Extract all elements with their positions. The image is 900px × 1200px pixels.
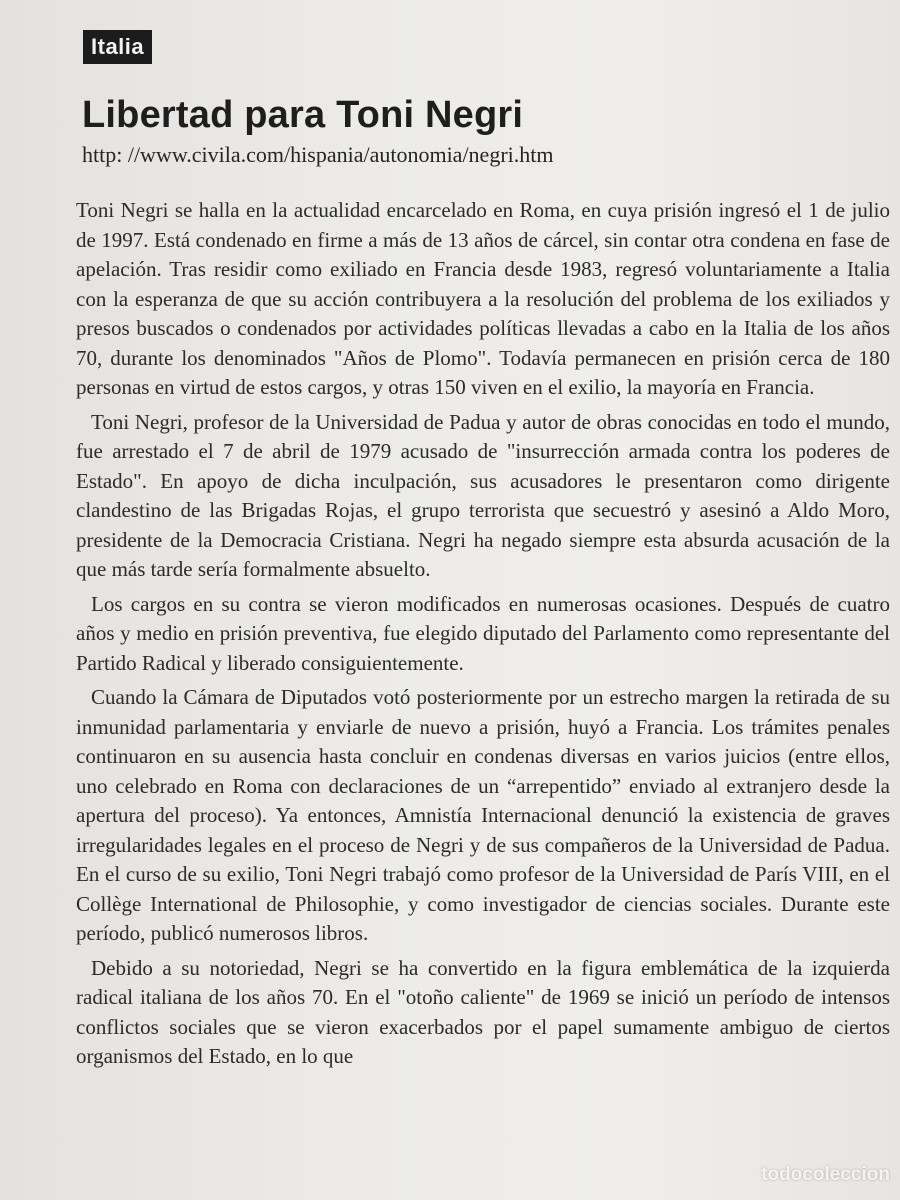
paragraph-3: Los cargos en su contra se vieron modificados en numerosas ocasiones. Después de cuatro años y medio en prisión preventiva, fue elegido diputado del Parlamento como representante del Partido Radical y liberado consiguientemente. (76, 591, 890, 675)
article-title: Libertad para Toni Negri (82, 94, 524, 136)
source-url: http: //www.civila.com/hispania/autonomia/negri.htm (82, 142, 554, 167)
watermark: todocoleccion (761, 1164, 890, 1185)
paragraph-2: Toni Negri, profesor de la Universidad de Padua y autor de obras conocidas en todo el mundo, fue arrestado el 7 de abril de 1979 acusado de "insurrección armada contra los poderes de Estado". En apoyo de dicha inculpación, sus acusadores le presentaron como dirigente clandestino de las Brigadas Rojas, el grupo terrorista que secuestró y asesinó a Aldo Moro, presidente de la Democracia Cristiana. Negri ha negado siempre esta absurda acusación de la que más tarde sería formalmente absuelto. (76, 409, 890, 581)
section-tag: Italia (83, 30, 152, 64)
paragraph-5: Debido a su notoriedad, Negri se ha convertido en la figura emblemática de la izquierda radical italiana de los años 70. En el "otoño caliente" de 1969 se inició un período de intensos conflictos sociales que se vieron exacerbados por el papel sumamente ambiguo de ciertos organismos del Estado, en lo que (76, 955, 890, 1068)
paragraph-4: Cuando la Cámara de Diputados votó posteriormente por un estrecho margen la retirada de su inmunidad parlamentaria y enviarle de nuevo a prisión, huyó a Francia. Los trámites penales continuaron en su ausencia hasta concluir en condenas diversas en varios juicios (entre ellos, uno celebrado en Roma con declaraciones de un “arrepentido” enviado al extranjero desde la apertura del proceso). Ya entonces, Amnistía Internacional denunció la existencia de graves irregularidades legales en el proceso de Negri y de sus compañeros de la Universidad de Padua. En el curso de su exilio, Toni Negri trabajó como profesor de la Universidad de París VIII, en el Collège International de Philosophie, y como investigador de ciencias sociales. Durante este período, publicó numerosos libros. (76, 685, 890, 945)
article-body (76, 196, 890, 1077)
paragraph-1: Toni Negri se halla en la actualidad encarcelado en Roma, en cuya prisión ingresó el 1 de julio de 1997. Está condenado en firme a más de 13 años de cárcel, sin contar otra condena en fase de apelación. Tras residir como exiliado en Francia desde 1983, regresó voluntariamente a Italia con la esperanza de que su acción contribuyera a la resolución del problema de los exiliados y presos buscados o condenados por actividades políticas llevadas a cabo en la Italia de los años 70, durante los denominados "Años de Plomo". Todavía permanecen en prisión cerca de 180 personas en virtud de estos cargos, y otras 150 viven en el exilio, la mayoría en Francia. (76, 198, 890, 399)
